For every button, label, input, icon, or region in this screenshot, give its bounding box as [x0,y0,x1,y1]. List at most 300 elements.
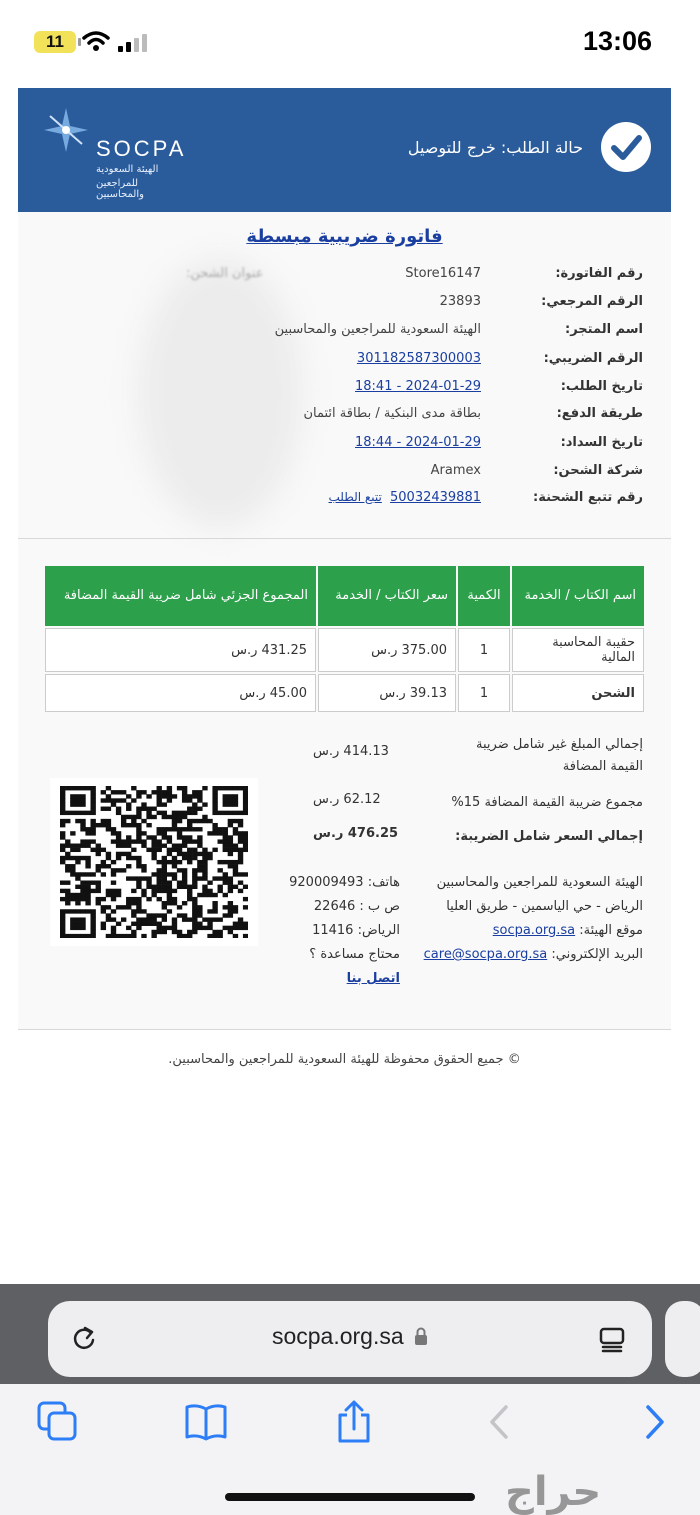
qr-module [106,905,111,909]
payment-date-row [163,435,643,459]
qr-module [238,922,243,926]
qr-module [70,856,75,860]
url-display[interactable] [48,1323,652,1350]
qr-module [172,827,177,831]
qr-module [182,872,187,876]
qr-module [192,790,197,794]
qr-module [182,901,187,905]
email-link[interactable]: care@socpa.org.sa [423,947,548,962]
qr-module [162,844,167,848]
qr-module [197,905,202,909]
qr-module [243,831,248,835]
qr-module [80,786,85,790]
qr-module [101,864,106,868]
qr-module [172,823,177,827]
qr-module [212,798,217,802]
qr-module [187,856,192,860]
qr-module [228,811,233,815]
qr-module [111,934,116,938]
qr-module [202,872,207,876]
qr-module [96,897,101,901]
qr-module [111,860,116,864]
qr-module [238,856,243,860]
qr-module [192,811,197,815]
qr-module [228,930,233,934]
qr-module [187,852,192,856]
org-address: الرياض - حي الياسمين - طريق العليا [446,899,643,914]
qr-module [141,868,146,872]
track-order-link[interactable]: تتبع الطلب [328,490,382,504]
field-label: رقم تتبع الشحنة: [533,490,643,505]
qr-module [157,880,162,884]
qr-module [90,786,95,790]
qr-module [238,835,243,839]
table-row [45,628,644,672]
qr-module [223,844,228,848]
qr-module [243,786,248,790]
contact-phone-info [276,871,400,991]
qr-module [243,885,248,889]
qr-module [172,917,177,921]
tracking-number-link[interactable]: 50032439881 [390,490,481,505]
email-label: البريد الإلكتروني: [551,947,643,962]
qr-module [207,852,212,856]
qr-module [167,794,172,798]
field-value: الهيئة السعودية للمراجعين والمحاسبين [274,322,481,337]
qr-module [75,901,80,905]
qr-module [172,819,177,823]
browser-bottom-bar [0,1284,700,1515]
qr-module [151,913,156,917]
qr-module [177,868,182,872]
city-code: الرياض: 11416 [312,923,400,938]
qr-module [202,889,207,893]
wifi-icon [82,30,110,52]
qr-module [202,815,207,819]
qr-module [146,823,151,827]
qr-module [146,794,151,798]
qr-module [136,897,141,901]
grand-total-row [313,826,643,866]
qr-module [85,839,90,843]
qr-module [233,905,238,909]
qr-module [65,880,70,884]
qr-module [197,844,202,848]
phone-label: هاتف: [367,875,400,890]
qr-module [80,926,85,930]
qr-module [111,917,116,921]
qr-module [131,909,136,913]
qr-module [197,922,202,926]
qr-module [172,926,177,930]
qr-module [146,922,151,926]
lock-icon [414,1327,428,1345]
tax-number-link[interactable]: 301182587300003 [356,351,481,366]
qr-module [146,848,151,852]
qr-module [60,835,65,839]
qr-module [157,922,162,926]
qr-module [177,905,182,909]
qr-module [202,864,207,868]
qr-module [60,823,65,827]
qr-module [90,922,95,926]
forward-icon[interactable] [630,1399,676,1445]
qr-module [90,827,95,831]
qr-module [192,876,197,880]
qr-module [136,790,141,794]
qr-module [141,893,146,897]
qr-module [197,868,202,872]
qr-module [187,917,192,921]
qr-module [85,893,90,897]
qr-module [207,831,212,835]
field-value: 23893 [439,294,481,309]
qr-module [75,922,80,926]
qr-module [228,909,233,913]
qr-module [157,827,162,831]
qr-module [162,868,167,872]
qr-module [228,876,233,880]
qr-module [106,864,111,868]
qr-module [141,889,146,893]
qr-module [157,794,162,798]
qr-module [202,868,207,872]
qr-module [146,880,151,884]
qr-module [75,844,80,848]
qr-module [228,926,233,930]
qr-module [192,872,197,876]
qr-module [172,897,177,901]
qr-module [126,897,131,901]
po-box: ص ب : 22646 [313,899,400,914]
qr-module [172,815,177,819]
qr-module [106,827,111,831]
qr-module [116,831,121,835]
divider [18,1029,671,1030]
qr-module [116,868,121,872]
qr-module [65,864,70,868]
qr-module [80,827,85,831]
qr-module [212,811,217,815]
qr-module [192,852,197,856]
qr-module [65,909,70,913]
qr-module [157,930,162,934]
qr-module [116,811,121,815]
reference-number-row [163,294,643,318]
qr-module [106,807,111,811]
qr-module [116,790,121,794]
qr-module [151,922,156,926]
qr-module [197,913,202,917]
qr-module [85,885,90,889]
field-label: تاريخ الطلب: [560,379,643,394]
qr-module [167,901,172,905]
qr-module [172,901,177,905]
qr-module [146,811,151,815]
next-tab-preview[interactable] [665,1301,700,1377]
qr-module [80,844,85,848]
qr-module [126,901,131,905]
qr-module [75,786,80,790]
qr-module [202,876,207,880]
qr-module [167,893,172,897]
qr-module [238,880,243,884]
qr-module [223,831,228,835]
qr-module [157,872,162,876]
qr-module [70,893,75,897]
bookmarks-icon[interactable] [183,1399,229,1445]
qr-module [233,827,238,831]
qr-module [233,909,238,913]
tabs-icon[interactable] [35,1399,81,1445]
qr-module [121,815,126,819]
qr-module [233,922,238,926]
qr-module [228,786,233,790]
qr-module [85,856,90,860]
share-icon[interactable] [331,1399,377,1445]
qr-module [60,880,65,884]
qr-module [146,917,151,921]
qr-module [141,839,146,843]
qr-module [141,802,146,806]
total-value: 476.25 ر.س [313,826,399,841]
qr-module [187,893,192,897]
qr-module [177,880,182,884]
qr-module [218,917,223,921]
qr-module [218,860,223,864]
qr-module [167,835,172,839]
qr-module [192,926,197,930]
qr-module [218,889,223,893]
qr-module [70,934,75,938]
qr-module [151,885,156,889]
qr-module [243,839,248,843]
total-label: إجمالي السعر شامل الضريبة: [455,829,643,844]
qr-module [172,889,177,893]
qr-module [167,839,172,843]
qr-module [146,807,151,811]
qr-module [90,831,95,835]
field-label: الرقم الضريبي: [543,351,643,366]
qr-module [228,885,233,889]
qr-module [116,844,121,848]
qr-module [151,790,156,794]
qr-module [212,786,217,790]
qr-module [238,811,243,815]
qr-module [172,848,177,852]
item-subtotal: 431.25 ر.س [45,628,316,672]
qr-module [80,811,85,815]
address-bar[interactable] [48,1301,652,1377]
qr-module [106,913,111,917]
qr-module [238,786,243,790]
qr-module [167,885,172,889]
qr-module [162,930,167,934]
socpa-logo[interactable] [36,106,187,200]
qr-module [212,893,217,897]
qr-module [228,835,233,839]
qr-module [116,839,121,843]
qr-module [70,811,75,815]
qr-module [157,798,162,802]
qr-module [177,811,182,815]
qr-module [233,860,238,864]
url-text: socpa.org.sa [271,1323,404,1349]
qr-module [162,880,167,884]
qr-module [75,856,80,860]
qr-module [131,815,136,819]
item-price: 39.13 ر.س [318,674,456,712]
qr-module [85,864,90,868]
qr-module [60,856,65,860]
qr-module [187,819,192,823]
qr-module [90,802,95,806]
qr-module [187,827,192,831]
qr-module [223,811,228,815]
order-status: حالة الطلب: خرج للتوصيل [407,138,583,157]
qr-module [228,794,233,798]
qr-module [207,926,212,930]
total-label: إجمالي المبلغ غير شامل ضريبة القيمة المضافة [476,737,643,774]
qr-module [80,802,85,806]
qr-module [141,909,146,913]
qr-module [65,852,70,856]
qr-module [70,848,75,852]
qr-module [75,802,80,806]
qr-module [192,897,197,901]
item-subtotal: 45.00 ر.س [45,674,316,712]
qr-module [238,819,243,823]
qr-module [80,917,85,921]
qr-module [157,885,162,889]
qr-module [223,913,228,917]
contact-us-link[interactable]: اتصل بنا [346,971,400,986]
qr-module [101,926,106,930]
qr-module [182,835,187,839]
qr-module [151,893,156,897]
qr-module [167,852,172,856]
qr-module [187,798,192,802]
redacted-label: عنوان الشحن: [186,266,264,281]
org-name: الهيئة السعودية للمراجعين والمحاسبين [436,875,643,890]
qr-module [202,893,207,897]
qr-module [172,860,177,864]
qr-module [243,897,248,901]
qr-module [228,823,233,827]
email-row [418,943,643,967]
qr-module [212,901,217,905]
qr-module [60,934,65,938]
qr-module [187,811,192,815]
qr-module [121,798,126,802]
qr-module [141,922,146,926]
qr-module [136,901,141,905]
qr-module [126,876,131,880]
qr-module [136,823,141,827]
qr-module [197,909,202,913]
item-name: الشحن [512,674,644,712]
qr-module [90,926,95,930]
qr-module [192,930,197,934]
qr-module [60,802,65,806]
qr-module [121,852,126,856]
qr-module [151,872,156,876]
qr-module [167,872,172,876]
qr-module [116,905,121,909]
qr-module [223,880,228,884]
qr-module [126,815,131,819]
qr-module [182,934,187,938]
qr-module [162,794,167,798]
qr-module [197,807,202,811]
qr-module [212,807,217,811]
qr-module [177,913,182,917]
qr-module [111,880,116,884]
qr-module [233,848,238,852]
qr-module [202,852,207,856]
qr-module [243,926,248,930]
qr-module [243,794,248,798]
qr-module [172,794,177,798]
divider [18,538,671,539]
check-circle-icon [601,122,651,172]
qr-module [131,823,136,827]
order-date-link[interactable]: 2024-01-29 - 18:41 [355,379,481,394]
qr-module [162,864,167,868]
qr-module [212,794,217,798]
qr-module [233,786,238,790]
qr-module [192,802,197,806]
back-icon[interactable] [478,1399,524,1445]
qr-module [197,864,202,868]
qr-module [202,856,207,860]
qr-module [228,889,233,893]
qr-module [218,868,223,872]
qr-module [162,917,167,921]
qr-module [75,860,80,864]
qr-module [151,917,156,921]
qr-module [136,815,141,819]
qr-module [136,922,141,926]
qr-module [167,909,172,913]
qr-module [197,835,202,839]
qr-module [101,848,106,852]
qr-module [106,852,111,856]
qr-module [233,926,238,930]
qr-module [192,868,197,872]
qr-module [167,827,172,831]
qr-module [182,794,187,798]
qr-module [197,852,202,856]
qr-module [172,930,177,934]
qr-module [96,852,101,856]
website-link[interactable]: socpa.org.sa [492,923,576,938]
qr-module [177,819,182,823]
qr-module [75,848,80,852]
qr-module [116,835,121,839]
qr-module [131,913,136,917]
qr-module [70,872,75,876]
qr-module [182,856,187,860]
qr-module [141,831,146,835]
qr-module [197,794,202,798]
qr-module [85,880,90,884]
reader-icon[interactable] [598,1325,626,1353]
payment-date-link[interactable]: 2024-01-29 - 18:44 [355,435,481,450]
qr-module [228,913,233,917]
battery-icon [34,31,76,53]
qr-module [90,819,95,823]
